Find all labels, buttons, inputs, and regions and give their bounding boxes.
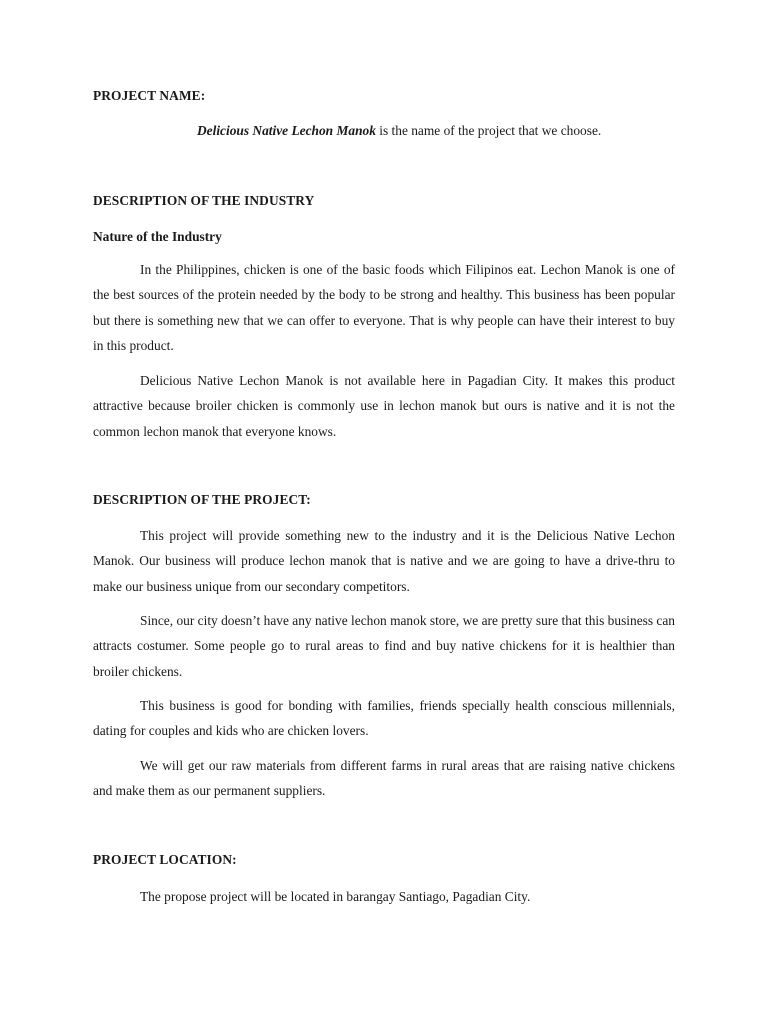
project-location-heading: PROJECT LOCATION: [93,852,237,867]
project-paragraph-2: Since, our city doesn’t have any native lechon manok store, we are pretty sure that this business can attracts costumer. Some people go to rural areas to find and buy native chickens for it is healthier than broiler chickens. [93,613,675,679]
industry-paragraph-1: In the Philippines, chicken is one of the basic foods which Filipinos eat. Lechon Manok is one of the best sources of the protein needed by the body to be strong and healthy. This business has been popular but there is something new that we can offer to everyone. That is why people can have their interest to buy in this product. [93,262,675,354]
project-name-rest: is the name of the project that we choose. [375,123,602,138]
industry-heading: DESCRIPTION OF THE INDUSTRY [93,193,315,208]
industry-paragraph-2: Delicious Native Lechon Manok is not available here in Pagadian City. It makes this product attractive because broiler chicken is commonly use in lechon manok but ours is native and it is not the common lechon manok that everyone knows. [93,373,675,439]
project-name-emphasis: Delicious Native Lechon Manok [197,123,376,138]
project-name-heading: PROJECT NAME: [93,88,206,103]
project-paragraph-1: This project will provide something new to the industry and it is the Delicious Native Lechon Manok. Our business will produce lechon manok that is native and we are going to have a drive-thru to make our business unique from our secondary competitors. [93,528,675,594]
project-paragraph-4: We will get our raw materials from different farms in rural areas that are raising native chickens and make them as our permanent suppliers. [93,758,675,799]
project-paragraph-3: This business is good for bonding with families, friends specially health conscious millennials, dating for couples and kids who are chicken lovers. [93,698,675,739]
project-location-text: The propose project will be located in barangay Santiago, Pagadian City. [140,889,531,904]
project-description-heading: DESCRIPTION OF THE PROJECT: [93,492,311,507]
industry-subheading: Nature of the Industry [93,229,222,244]
project-name-line [197,123,601,139]
